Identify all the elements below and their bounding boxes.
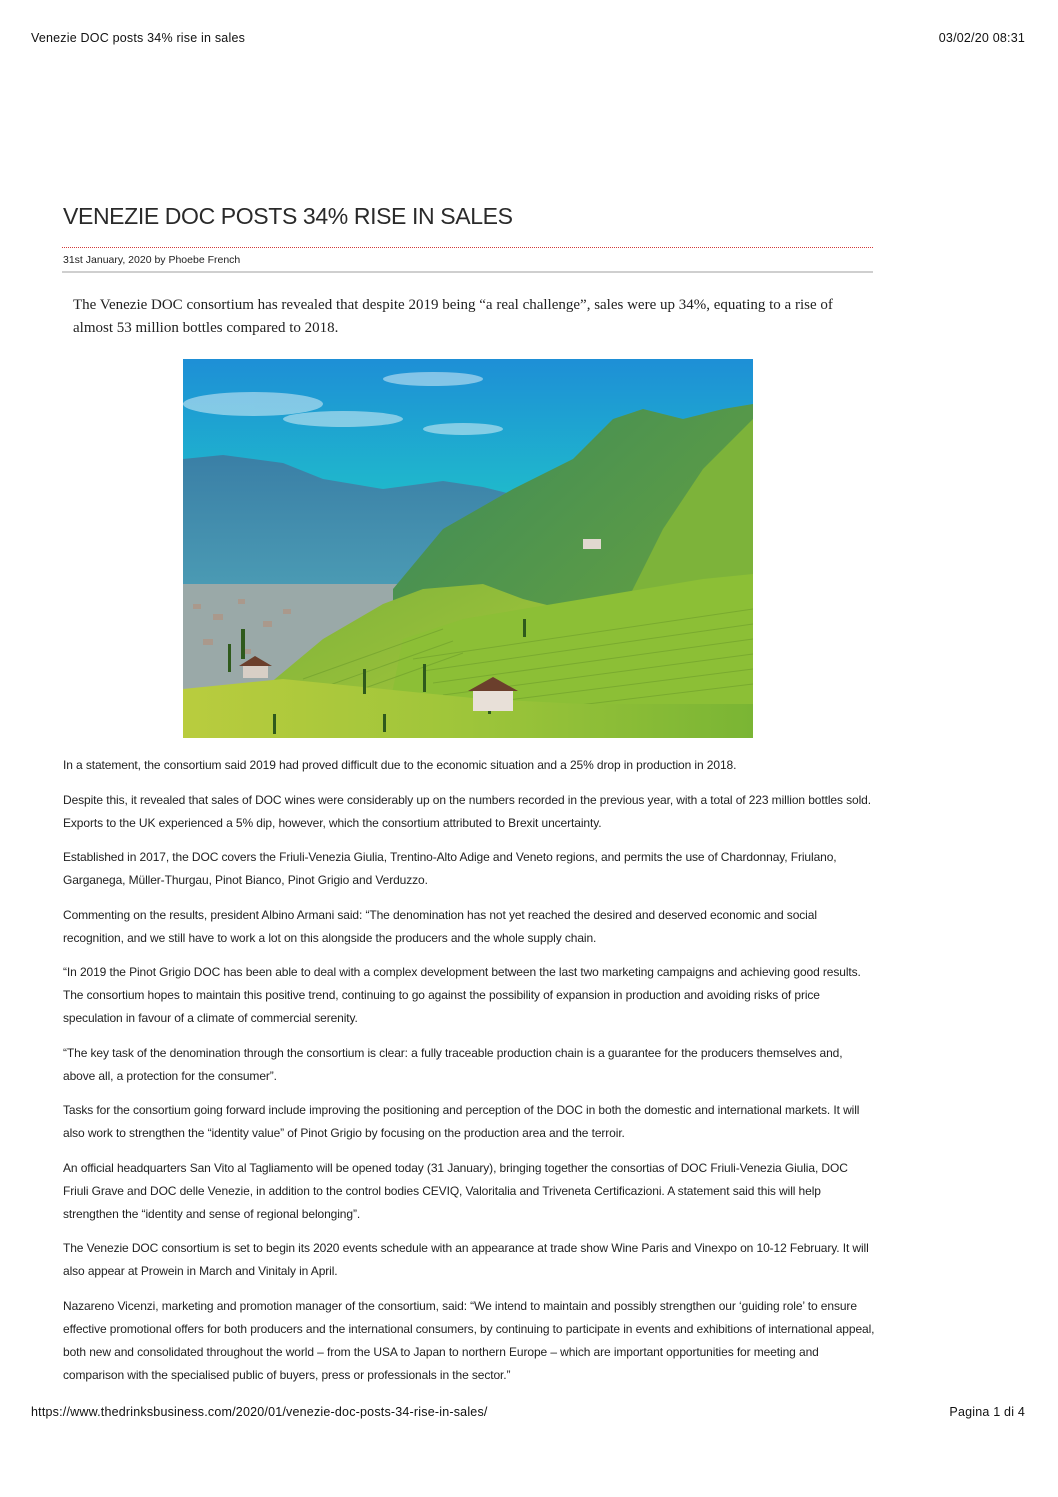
- article-paragraph: Tasks for the consortium going forward include improving the positioning and perception of the DOC in both the domestic and international markets. It will also work to strengthen the “identity value” of Pinot Grigio by focusing on the production area and the terroir.: [63, 1103, 860, 1140]
- article-body: [63, 754, 875, 1398]
- article-paragraph: Despite this, it revealed that sales of DOC wines were considerably up on the numbers recorded in the previous year, with a total of 223 million bottles sold. Exports to the UK experienced a 5% dip, however, which the consortium attributed to Brexit uncertainty.: [63, 792, 871, 830]
- article-byline: 31st January, 2020 by Phoebe French: [63, 254, 241, 266]
- article-paragraph: “In 2019 the Pinot Grigio DOC has been able to deal with a complex development between the last two marketing campaigns and achieving good results. The consortium hopes to maintain this positive trend, continuing to go against the possibility of expansion in production and avoiding risks of price speculation in favour of a climate of commercial serenity.: [63, 965, 861, 1025]
- vineyard-landscape-image: [183, 359, 753, 738]
- byline-divider: [62, 271, 873, 273]
- article-paragraph: In a statement, the consortium said 2019 had proved difficult due to the economic situation and a 25% drop in production in 2018.: [63, 758, 737, 772]
- print-footer-url[interactable]: https://www.thedrinksbusiness.com/2020/01/venezie-doc-posts-34-rise-in-sales/: [31, 1405, 488, 1419]
- article-title: VENEZIE DOC POSTS 34% RISE IN SALES: [63, 203, 513, 229]
- article-paragraph: The Venezie DOC consortium is set to begin its 2020 events schedule with an appearance at trade show Wine Paris and Vinexpo on 10-12 February. It will also appear at Prowein in March and Vinitaly in April.: [63, 1241, 869, 1278]
- print-header-datetime: 03/02/20 08:31: [938, 31, 1025, 45]
- article-lede: The Venezie DOC consortium has revealed that despite 2019 being “a real challenge”, sales were up 34%, equating to a rise of almost 53 million bottles compared to 2018.: [73, 297, 833, 336]
- title-divider: [62, 247, 873, 248]
- article-paragraph: Nazareno Vicenzi, marketing and promotion manager of the consortium, said: “We intend to maintain and possibly strengthen our ‘guiding role’ to ensure effective promotional offers for both producers and the international consumers, by continuing to participate in events and exhibitions of international appeal, both new and consolidated throughout the world – from the USA to Japan to northern Europe – which are important opportunities for meeting and comparison with the specialised public of buyers, press or professionals in the sector.”: [63, 1298, 875, 1382]
- article-paragraph: “The key task of the denomination through the consortium is clear: a fully traceable production chain is a guarantee for the producers themselves and, above all, a protection for the consumer”.: [63, 1045, 843, 1083]
- article-paragraph: Established in 2017, the DOC covers the Friuli-Venezia Giulia, Trentino-Alto Adige and Veneto regions, and permits the use of Chardonnay, Friulano, Garganega, Müller-Thurgau, Pinot Bianco, Pinot Grigio and Verduzzo.: [63, 850, 837, 887]
- print-footer-page-number: Pagina 1 di 4: [949, 1405, 1025, 1419]
- article-paragraph: Commenting on the results, president Albino Armani said: “The denomination has not yet reached the desired and deserved economic and social recognition, and we still have to work a lot on this alongside the producers and the whole supply chain.: [63, 907, 817, 945]
- article-hero-image: [183, 359, 753, 738]
- article-paragraph: An official headquarters San Vito al Tagliamento will be opened today (31 January), bringing together the consortias of DOC Friuli-Venezia Giulia, DOC Friuli Grave and DOC delle Venezie, in addition to the control bodies CEVIQ, Valoritalia and Triveneta Certificazioni. A statement said this will help strengthen the “identity and sense of regional belonging”.: [63, 1160, 848, 1221]
- print-header-title: Venezie DOC posts 34% rise in sales: [31, 31, 246, 45]
